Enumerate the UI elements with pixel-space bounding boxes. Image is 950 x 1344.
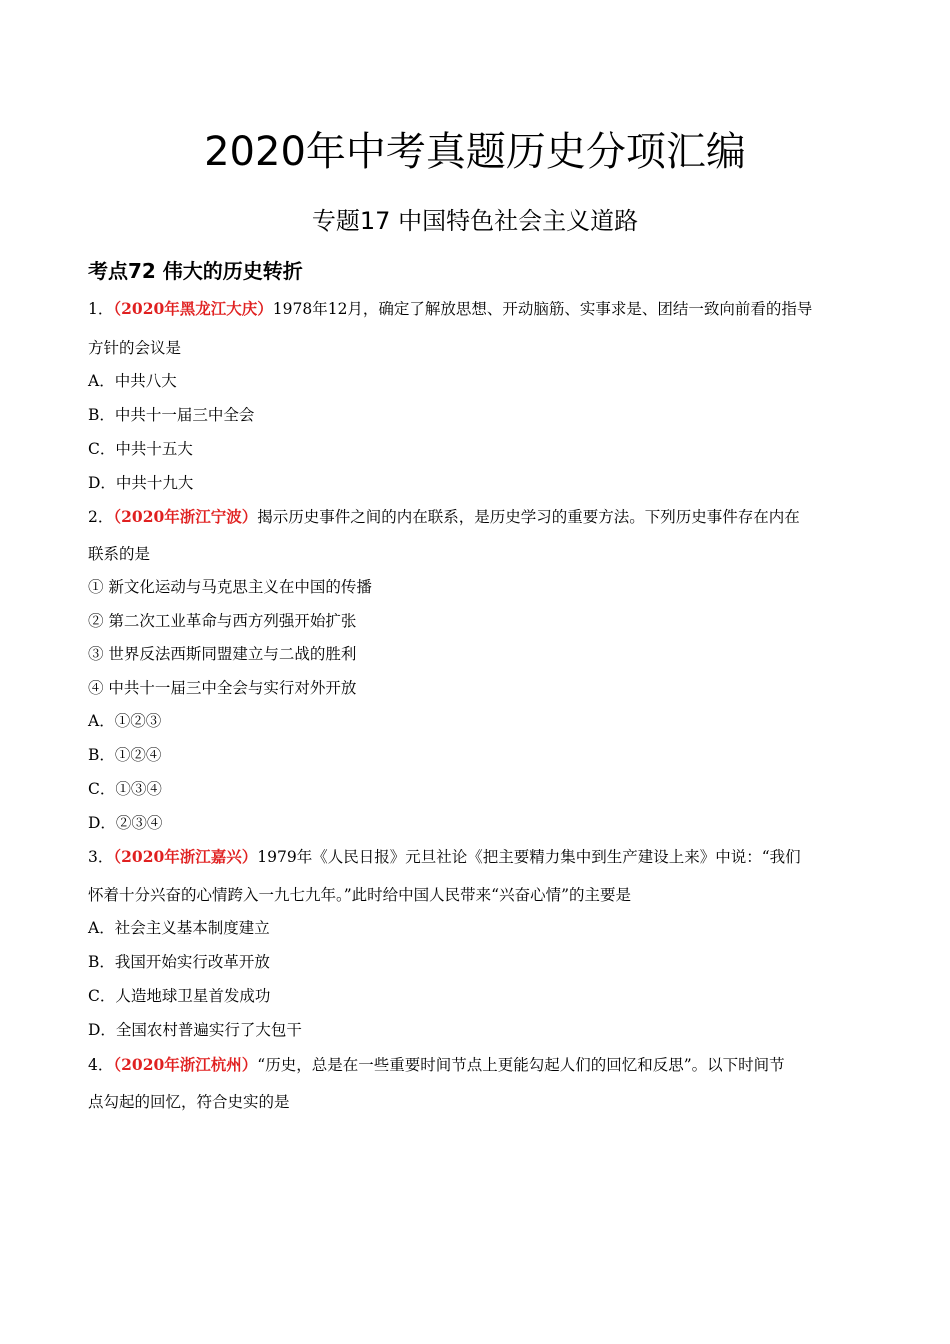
question-3-stem — [88, 846, 868, 868]
question-2-stem — [88, 506, 868, 528]
option-d: D．中共十九大 — [88, 474, 194, 492]
question-4-stem-cont: 点勾起的回忆，符合史实的是 — [88, 1093, 290, 1111]
page-title: 2020年中考真题历史分项汇编 — [204, 129, 746, 175]
question-source: （2020年浙江嘉兴） — [113, 847, 258, 866]
question-number: 4． — [88, 1056, 114, 1074]
option-c: C．人造地球卫星首发成功 — [88, 987, 271, 1005]
option-a: A．社会主义基本制度建立 — [88, 919, 270, 937]
topic-subtitle: 专题17 中国特色社会主义道路 — [311, 207, 639, 235]
question-text: “历史，总是在一些重要时间节点上更能勾起人们的回忆和反思”。以下时间节 — [257, 1056, 785, 1074]
question-source: （2020年浙江宁波） — [113, 507, 258, 526]
option-b: B．中共十一届三中全会 — [88, 406, 255, 424]
question-text: 揭示历史事件之间的内在联系，是历史学习的重要方法。下列历史事件存在内在 — [257, 508, 800, 526]
question-number: 3． — [88, 848, 114, 866]
option-d: D．全国农村普遍实行了大包干 — [88, 1021, 302, 1039]
option-d: D．②③④ — [88, 814, 163, 832]
option-a: A．中共八大 — [88, 372, 177, 390]
statement-3: ③ 世界反法西斯同盟建立与二战的胜利 — [88, 645, 357, 663]
question-source: （2020年浙江杭州） — [113, 1055, 258, 1074]
question-text: 1978年12月，确定了解放思想、开动脑筋、实事求是、团结一致向前看的指导 — [272, 300, 813, 318]
statement-4: ④ 中共十一届三中全会与实行对外开放 — [88, 679, 357, 697]
option-a: A．①②③ — [88, 712, 162, 730]
option-c: C．①③④ — [88, 780, 162, 798]
section-heading: 考点72 伟大的历史转折 — [88, 259, 303, 283]
statement-1: ① 新文化运动与马克思主义在中国的传播 — [88, 578, 372, 596]
question-1-stem-cont: 方针的会议是 — [88, 339, 182, 357]
question-3-stem-cont: 怀着十分兴奋的心情跨入一九七九年。”此时给中国人民带来“兴奋心情”的主要是 — [88, 886, 632, 904]
question-1-stem — [88, 298, 868, 320]
statement-2: ② 第二次工业革命与西方列强开始扩张 — [88, 612, 357, 630]
question-source: （2020年黑龙江大庆） — [113, 299, 273, 318]
question-number: 1． — [88, 300, 114, 318]
question-4-stem — [88, 1054, 868, 1076]
option-c: C．中共十五大 — [88, 440, 193, 458]
option-b: B．我国开始实行改革开放 — [88, 953, 270, 971]
question-text: 1979年《人民日报》元旦社论《把主要精力集中到生产建设上来》中说：“我们 — [257, 848, 801, 866]
question-2-stem-cont: 联系的是 — [88, 545, 151, 563]
option-b: B．①②④ — [88, 746, 162, 764]
question-number: 2． — [88, 508, 114, 526]
